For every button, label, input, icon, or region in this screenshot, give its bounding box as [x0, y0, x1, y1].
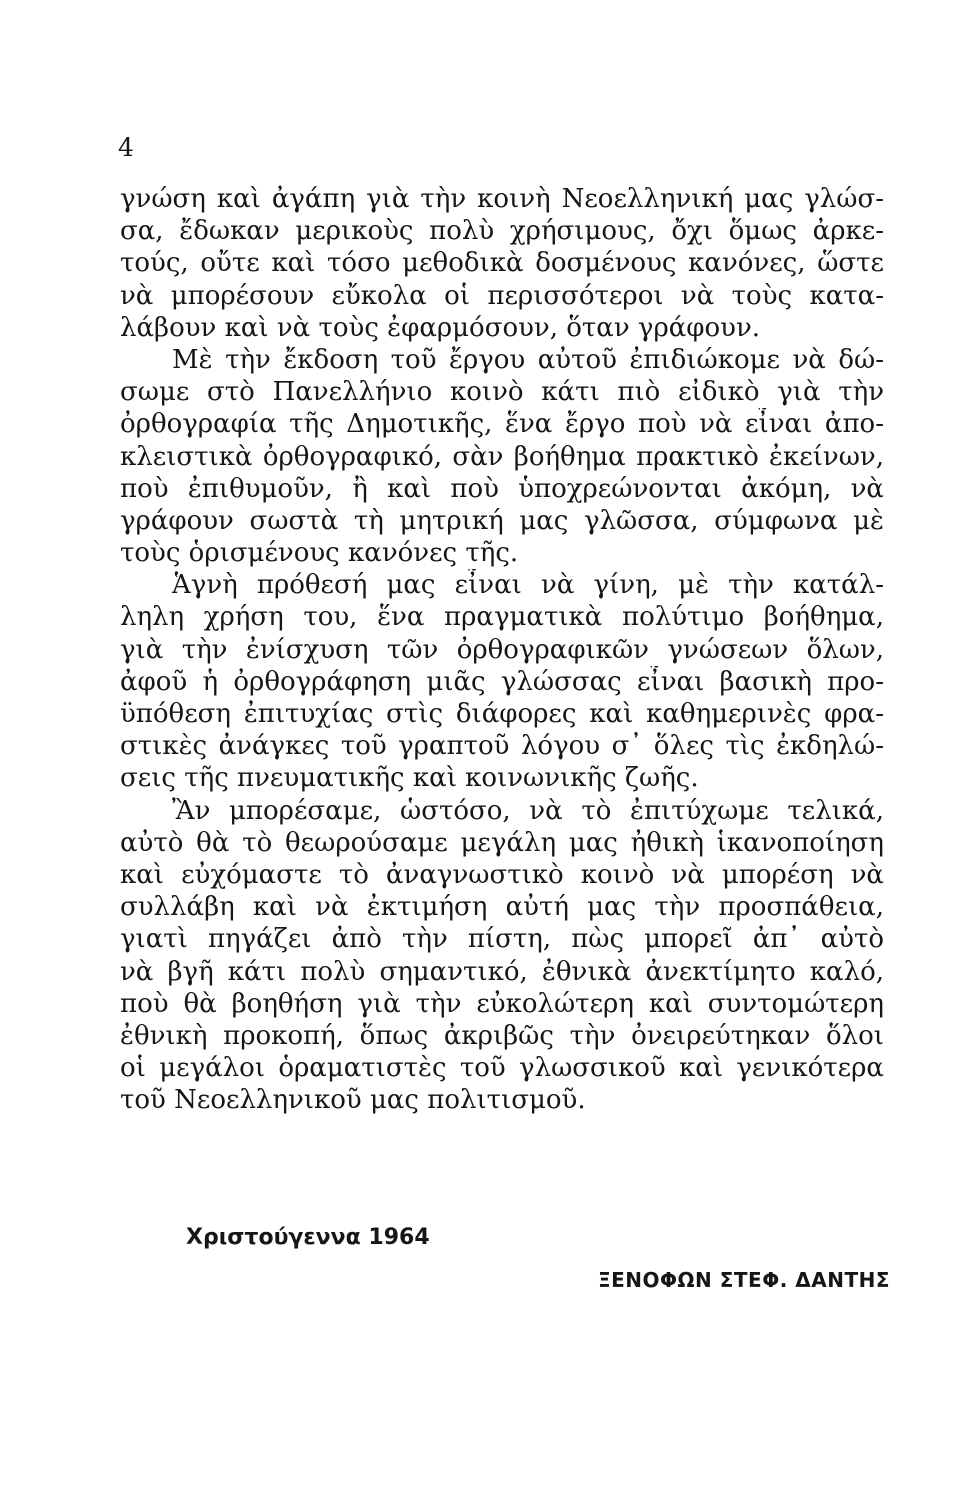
text-line: τοῦ Νεοελληνικοῦ μας πολιτισμοῦ.: [120, 1085, 586, 1116]
text-line: γιατὶ πηγάζει ἀπὸ τὴν πίστη, πὼς μπορεῖ ἀπ᾽ αὐτὸ: [120, 924, 884, 955]
signature-date: Χριστούγεννα 1964: [186, 1225, 430, 1250]
text-line: γιὰ τὴν ἐνίσχυση τῶν ὀρθογραφικῶν γνώσεων ὅλων,: [120, 634, 884, 665]
body-text: [120, 183, 884, 1116]
text-line: ὀρθογραφία τῆς Δημοτικῆς, ἕνα ἔργο ποὺ νὰ εἶναι ἀπο-: [120, 409, 884, 440]
page-number: 4: [118, 133, 134, 162]
paragraph: [120, 569, 884, 794]
text-line: γνώση καὶ ἀγάπη γιὰ τὴν κοινὴ Νεοελληνική μας γλώσ-: [120, 184, 884, 214]
text-line: σα, ἔδωκαν μερικοὺς πολὺ χρήσιμους, ὄχι ὅμως ἀρκε-: [120, 216, 884, 247]
signature-author: ΞΕΝΟΦΩΝ ΣΤΕΦ. ΔΑΝΤΗΣ: [597, 1268, 890, 1292]
text-line: αὐτὸ θὰ τὸ θεωρούσαμε μεγάλη μας ἠθικὴ ἱκανοποίηση: [120, 827, 884, 858]
text-line: Μὲ τὴν ἔκδοση τοῦ ἔργου αὐτοῦ ἐπιδιώκομε νὰ δώ-: [172, 344, 884, 375]
paragraph: [120, 344, 884, 569]
text-line: σωμε στὸ Πανελλήνιο κοινὸ κάτι πιὸ εἰδικὸ γιὰ τὴν: [120, 377, 884, 408]
text-line: τοὺς ὁρισμένους κανόνες τῆς.: [120, 538, 519, 569]
text-line: Ἁγνὴ πρόθεσή μας εἶναι νὰ γίνη, μὲ τὴν κατάλ-: [172, 570, 884, 601]
text-line: τούς, οὔτε καὶ τόσο μεθοδικὰ δοσμένους κανόνες, ὥστε: [120, 248, 884, 279]
text-line: νὰ μπορέσουν εὔκολα οἱ περισσότεροι νὰ τοὺς κατα-: [120, 280, 884, 311]
paragraph: [120, 183, 884, 344]
text-line: συλλάβη καὶ νὰ ἐκτιμήση αὐτή μας τὴν προσπάθεια,: [120, 892, 884, 923]
text-line: ἀφοῦ ἡ ὀρθογράφηση μιᾶς γλώσσας εἶναι βασικὴ προ-: [120, 666, 884, 697]
text-line: σεις τῆς πνευματικῆς καὶ κοινωνικῆς ζωῆς.: [120, 763, 699, 794]
text-line: λάβουν καὶ νὰ τοὺς ἐφαρμόσουν, ὅταν γράφουν.: [120, 312, 761, 343]
text-line: γράφουν σωστὰ τὴ μητρική μας γλῶσσα, σύμφωνα μὲ: [120, 505, 884, 536]
text-line: καὶ εὐχόμαστε τὸ ἀναγνωστικὸ κοινὸ νὰ μπορέση νὰ: [120, 859, 884, 890]
text-line: νὰ βγῆ κάτι πολὺ σημαντικό, ἐθνικὰ ἀνεκτίμητο καλό,: [120, 956, 884, 987]
text-line: ληλη χρήση του, ἕνα πραγματικὰ πολύτιμο βοήθημα,: [120, 602, 884, 633]
text-line: ἐθνικὴ προκοπή, ὅπως ἀκριβῶς τὴν ὀνειρεύτηκαν ὅλοι: [120, 1020, 884, 1051]
text-line: στικὲς ἀνάγκες τοῦ γραπτοῦ λόγου σ᾽ ὅλες τὶς ἐκδηλώ-: [120, 731, 884, 762]
text-line: κλειστικὰ ὀρθογραφικό, σὰν βοήθημα πρακτικὸ ἐκείνων,: [120, 441, 884, 472]
text-line: Ἂν μπορέσαμε, ὡστόσο, νὰ τὸ ἐπιτύχωμε τελικά,: [172, 795, 884, 826]
text-line: ποὺ ἐπιθυμοῦν, ἢ καὶ ποὺ ὑποχρεώνονται ἀκόμη, νὰ: [120, 473, 884, 504]
text-line: ποὺ θὰ βοηθήση γιὰ τὴν εὐκολώτερη καὶ συντομώτερη: [120, 988, 884, 1019]
text-line: ϋπόθεση ἐπιτυχίας στὶς διάφορες καὶ καθημερινὲς φρα-: [120, 699, 884, 729]
paragraph: [120, 795, 884, 1117]
text-line: οἱ μεγάλοι ὁραματιστὲς τοῦ γλωσσικοῦ καὶ γενικότερα: [120, 1053, 884, 1084]
